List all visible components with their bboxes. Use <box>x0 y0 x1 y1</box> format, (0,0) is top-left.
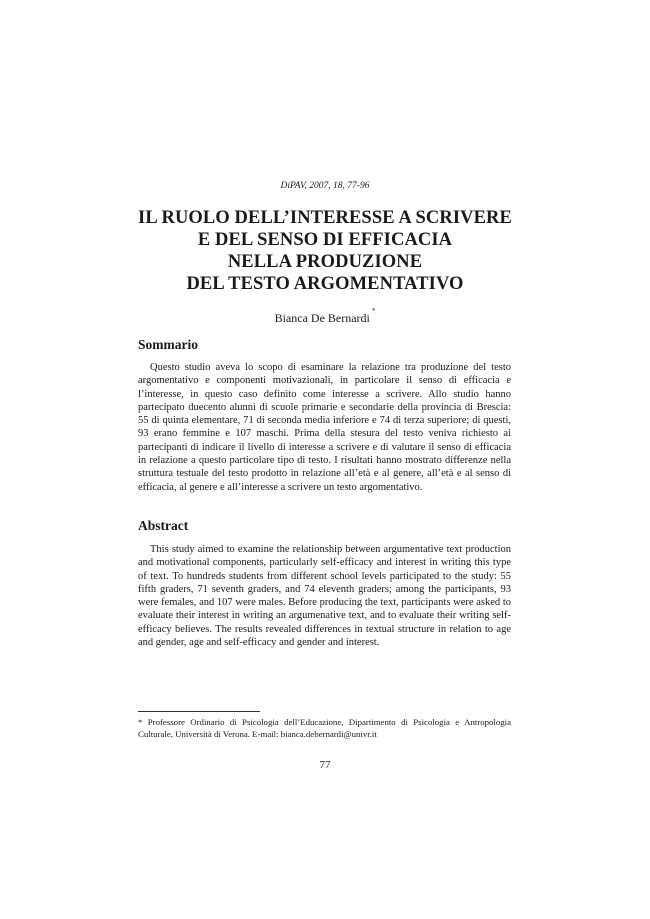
author-name: Bianca De Bernardi <box>274 311 370 325</box>
footnote <box>138 716 511 740</box>
title-line: DEL TESTO ARGOMENTATIVO <box>186 274 464 294</box>
title-line: E DEL SENSO DI EFFICACIA <box>197 230 453 250</box>
footnote-divider <box>138 711 260 712</box>
sommario-paragraph: Questo studio aveva lo scopo di esaminare la relazione tra produzione del testo argomentativo e componenti motivazionali, in particolare il senso di efficacia e l’interesse, in questo caso definito come interesse a scrivere. Allo studio hanno partecipato duecento alunni di scuole primarie e secondarie della provincia di Brescia: 55 di quinta elementare, 71 di seconda media inferiore e 74 di terza superiore; di questi, 93 erano femmine e 107 maschi. Prima della stesura del testo veniva richiesto ai partecipanti di indicare il livello di interesse a scrivere e di valutare il senso di efficacia in relazione a questo particolare tipo di testo. I risultati hanno mostrato differenze nella struttura testuale del testo prodotto in relazione all’età e al genere, all’età e al senso di efficacia, al genere e all’interesse a scrivere un testo argomentativo. <box>138 362 511 493</box>
author-footnote-marker: * <box>371 307 376 315</box>
abstract-heading: Abstract <box>138 518 189 533</box>
abstract-paragraph: This study aimed to examine the relationship between argumentative text production and motivational components, particularly self-efficacy and interest in writing this type of text. To hundreds students from different school levels participated to the study: 55 fifth graders, 71 seventh graders, and 74 eleventh graders; among the participants, 93 were females, and 107 were males. Before producing the text, participants were asked to evaluate their interest in writing an argumenative text, and to evaluate their writing self-efficacy believes. The results revealed differences in textual structure in relation to age and gender, age and self-efficacy and gender and interest. <box>138 544 511 649</box>
title-line: IL RUOLO DELL’INTERESSE A SCRIVERE <box>138 208 512 228</box>
author-line <box>0 307 650 326</box>
sommario-heading: Sommario <box>138 337 198 352</box>
sommario-body <box>138 361 511 494</box>
paper-title <box>0 207 650 295</box>
footnote-text: * Professore Ordinario di Psicologia dell’Educazione, Dipartimento di Psicologia e Antropologia Culturale, Università di Verona. E-mail: bianca.debernardi@univr.it <box>138 717 511 739</box>
abstract-body <box>138 543 511 649</box>
page-number: 77 <box>319 759 331 771</box>
journal-reference: DiPAV, 2007, 18, 77-96 <box>280 181 370 191</box>
title-line: NELLA PRODUZIONE <box>227 252 423 272</box>
